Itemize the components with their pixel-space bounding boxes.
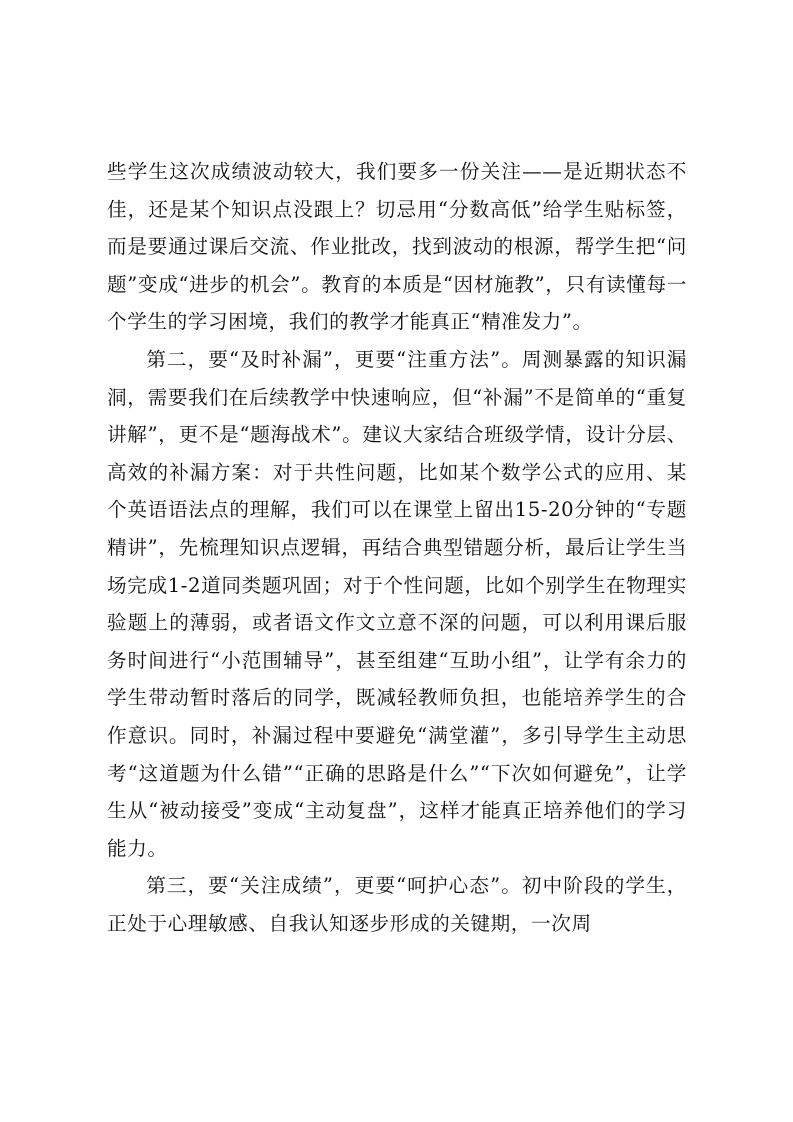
paragraph-point-two: 第二，要“及时补漏”，更要“注重方法”。周测暴露的知识漏洞，需要我们在后续教学中快速响应，但“补漏”不是简单的“重复讲解”，更不是“题海战术”。建议大家结合班级学情，设计分层、高效的补漏方案：对于共性问题，比如某个数学公式的应用、某个英语语法点的理解，我们可以在课堂上留出15-20分钟的“专题精讲”，先梳理知识点逻辑，再结合典型错题分析，最后让学生当场完成1-2道同类题巩固；对于个性问题，比如个别学生在物理实验题上的薄弱，或者语文作文立意不深的问题，可以利用课后服务时间进行“小范围辅导”，甚至组建“互助小组”，让学有余力的学生带动暂时落后的同学，既减轻教师负担，也能培养学生的合作意识。同时，补漏过程中要避免“满堂灌”，多引导学生主动思考“这道题为什么错”“正确的思路是什么”“下次如何避免”，让学生从“被动接受”变成“主动复盘”，这样才能真正培养他们的学习能力。 (107, 347, 687, 860)
paragraph-continuation: 些学生这次成绩波动较大，我们要多一份关注——是近期状态不佳，还是某个知识点没跟上？切忌用“分数高低”给学生贴标签，而是要通过课后交流、作业批改，找到波动的根源，帮学生把“问题”变成“进步的机会”。教育的本质是“因材施教”，只有读懂每一个学生的学习困境，我们的教学才能真正“精准发力”。 (107, 160, 687, 334)
paragraph-point-three: 第三，要“关注成绩”，更要“呵护心态”。初中阶段的学生，正处于心理敏感、自我认知逐步形成的关键期，一次周 (107, 874, 687, 935)
document-body (107, 153, 687, 942)
